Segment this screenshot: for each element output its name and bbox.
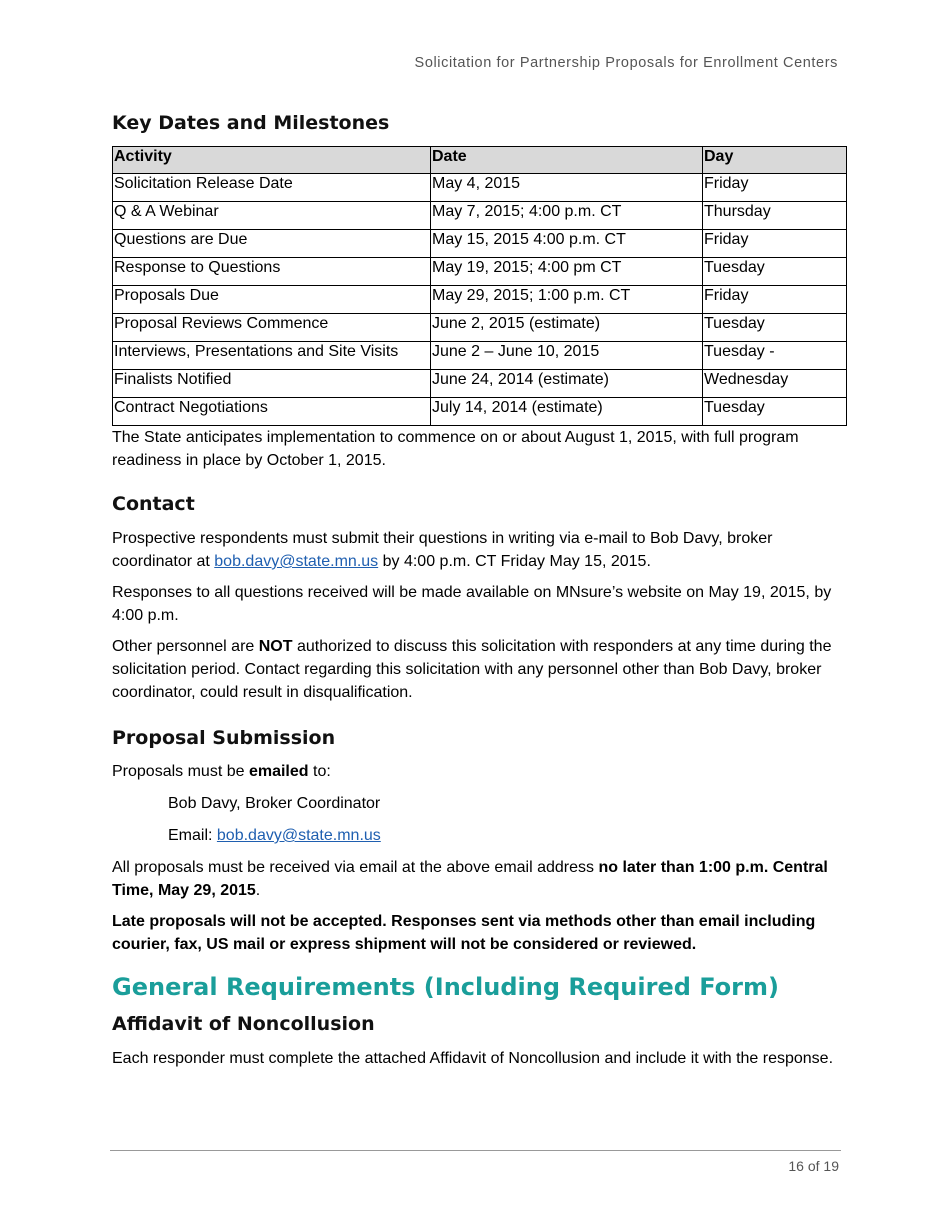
table-header-row — [113, 147, 847, 174]
table-row — [113, 174, 847, 202]
activity-cell: Response to Questions — [113, 258, 431, 286]
table-row — [113, 342, 847, 370]
day-cell: Tuesday — [703, 258, 847, 286]
activity-cell: Q & A Webinar — [113, 202, 431, 230]
page-content — [112, 112, 846, 1070]
column-header: Day — [703, 147, 847, 174]
column-header: Activity — [113, 147, 431, 174]
footer-divider — [110, 1150, 841, 1151]
day-cell: Friday — [703, 174, 847, 202]
personnel-text: Other personnel are — [112, 638, 259, 655]
deadline-paragraph — [112, 856, 846, 902]
date-cell: May 4, 2015 — [431, 174, 703, 202]
day-cell: Friday — [703, 286, 847, 314]
activity-cell: Solicitation Release Date — [113, 174, 431, 202]
submission-intro — [112, 760, 846, 783]
key-dates-heading: Key Dates and Milestones — [112, 112, 390, 134]
email-label: Email: — [168, 827, 217, 844]
general-requirements-heading: General Requirements (Including Required Form) — [112, 973, 779, 1001]
activity-cell: Finalists Notified — [113, 370, 431, 398]
contact-text: Prospective respondents must submit their questions in writing via e-mail to Bob Davy, broker coordinator at — [112, 530, 773, 570]
submission-email-line — [168, 824, 846, 847]
activity-cell: Proposal Reviews Commence — [113, 314, 431, 342]
date-cell: July 14, 2014 (estimate) — [431, 398, 703, 426]
date-cell: May 15, 2015 4:00 p.m. CT — [431, 230, 703, 258]
day-cell: Friday — [703, 230, 847, 258]
day-cell: Tuesday — [703, 314, 847, 342]
table-row — [113, 202, 847, 230]
day-cell: Tuesday - — [703, 342, 847, 370]
submission-emphasis: emailed — [248, 763, 309, 780]
date-cell: June 2, 2015 (estimate) — [431, 314, 703, 342]
activity-cell: Interviews, Presentations and Site Visits — [113, 342, 431, 370]
deadline-emphasis: no later than 1:00 p.m. Central Time, May 29, 2015 — [112, 859, 828, 899]
table-row — [113, 286, 847, 314]
day-cell: Wednesday — [703, 370, 847, 398]
personnel-paragraph — [112, 635, 846, 704]
activity-cell: Proposals Due — [113, 286, 431, 314]
day-cell: Thursday — [703, 202, 847, 230]
page-number: 16 of 19 — [788, 1158, 839, 1174]
table-row — [113, 370, 847, 398]
table-row — [113, 314, 847, 342]
personnel-text: authorized to discuss this solicitation with responders at any time during the solicitation period. Contact regarding this solicitation with any personnel other than Bob Davy, broker coordinator, could result in disqualification. — [112, 638, 832, 701]
running-header: Solicitation for Partnership Proposals for Enrollment Centers — [414, 55, 838, 71]
date-cell: June 2 – June 10, 2015 — [431, 342, 703, 370]
deadline-text: . — [255, 882, 261, 899]
responses-paragraph: Responses to all questions received will be made available on MNsure’s website on May 19, 2015, by 4:00 p.m. — [112, 584, 832, 624]
day-cell: Tuesday — [703, 398, 847, 426]
date-cell: May 19, 2015; 4:00 pm CT — [431, 258, 703, 286]
contact-email-link[interactable]: bob.davy@state.mn.us — [214, 553, 379, 570]
table-row — [113, 398, 847, 426]
late-proposals-notice: Late proposals will not be accepted. Responses sent via methods other than email including courier, fax, US mail or express shipment will not be considered or reviewed. — [112, 913, 816, 953]
deadline-text: All proposals must be received via email at the above email address — [112, 859, 599, 876]
affidavit-heading: Affidavit of Noncollusion — [112, 1013, 375, 1035]
date-cell: May 7, 2015; 4:00 p.m. CT — [431, 202, 703, 230]
key-dates-table — [112, 146, 847, 426]
date-cell: June 24, 2014 (estimate) — [431, 370, 703, 398]
affidavit-paragraph: Each responder must complete the attached Affidavit of Noncollusion and include it with the response. — [112, 1050, 834, 1067]
activity-cell: Contract Negotiations — [113, 398, 431, 426]
activity-cell: Questions are Due — [113, 230, 431, 258]
submission-email-link[interactable]: bob.davy@state.mn.us — [216, 827, 381, 844]
implementation-note: The State anticipates implementation to commence on or about August 1, 2015, with full program readiness in place by October 1, 2015. — [112, 429, 799, 469]
personnel-emphasis: NOT — [258, 638, 293, 655]
contact-paragraph — [112, 527, 846, 573]
table-row — [113, 230, 847, 258]
submission-text: Proposals must be — [112, 763, 249, 780]
column-header: Date — [431, 147, 703, 174]
date-cell: May 29, 2015; 1:00 p.m. CT — [431, 286, 703, 314]
submission-heading: Proposal Submission — [112, 727, 336, 749]
submission-recipient: Bob Davy, Broker Coordinator — [168, 795, 381, 812]
submission-text: to: — [308, 763, 331, 780]
table-row — [113, 258, 847, 286]
contact-heading: Contact — [112, 493, 195, 515]
contact-text: by 4:00 p.m. CT Friday May 15, 2015. — [378, 553, 651, 570]
